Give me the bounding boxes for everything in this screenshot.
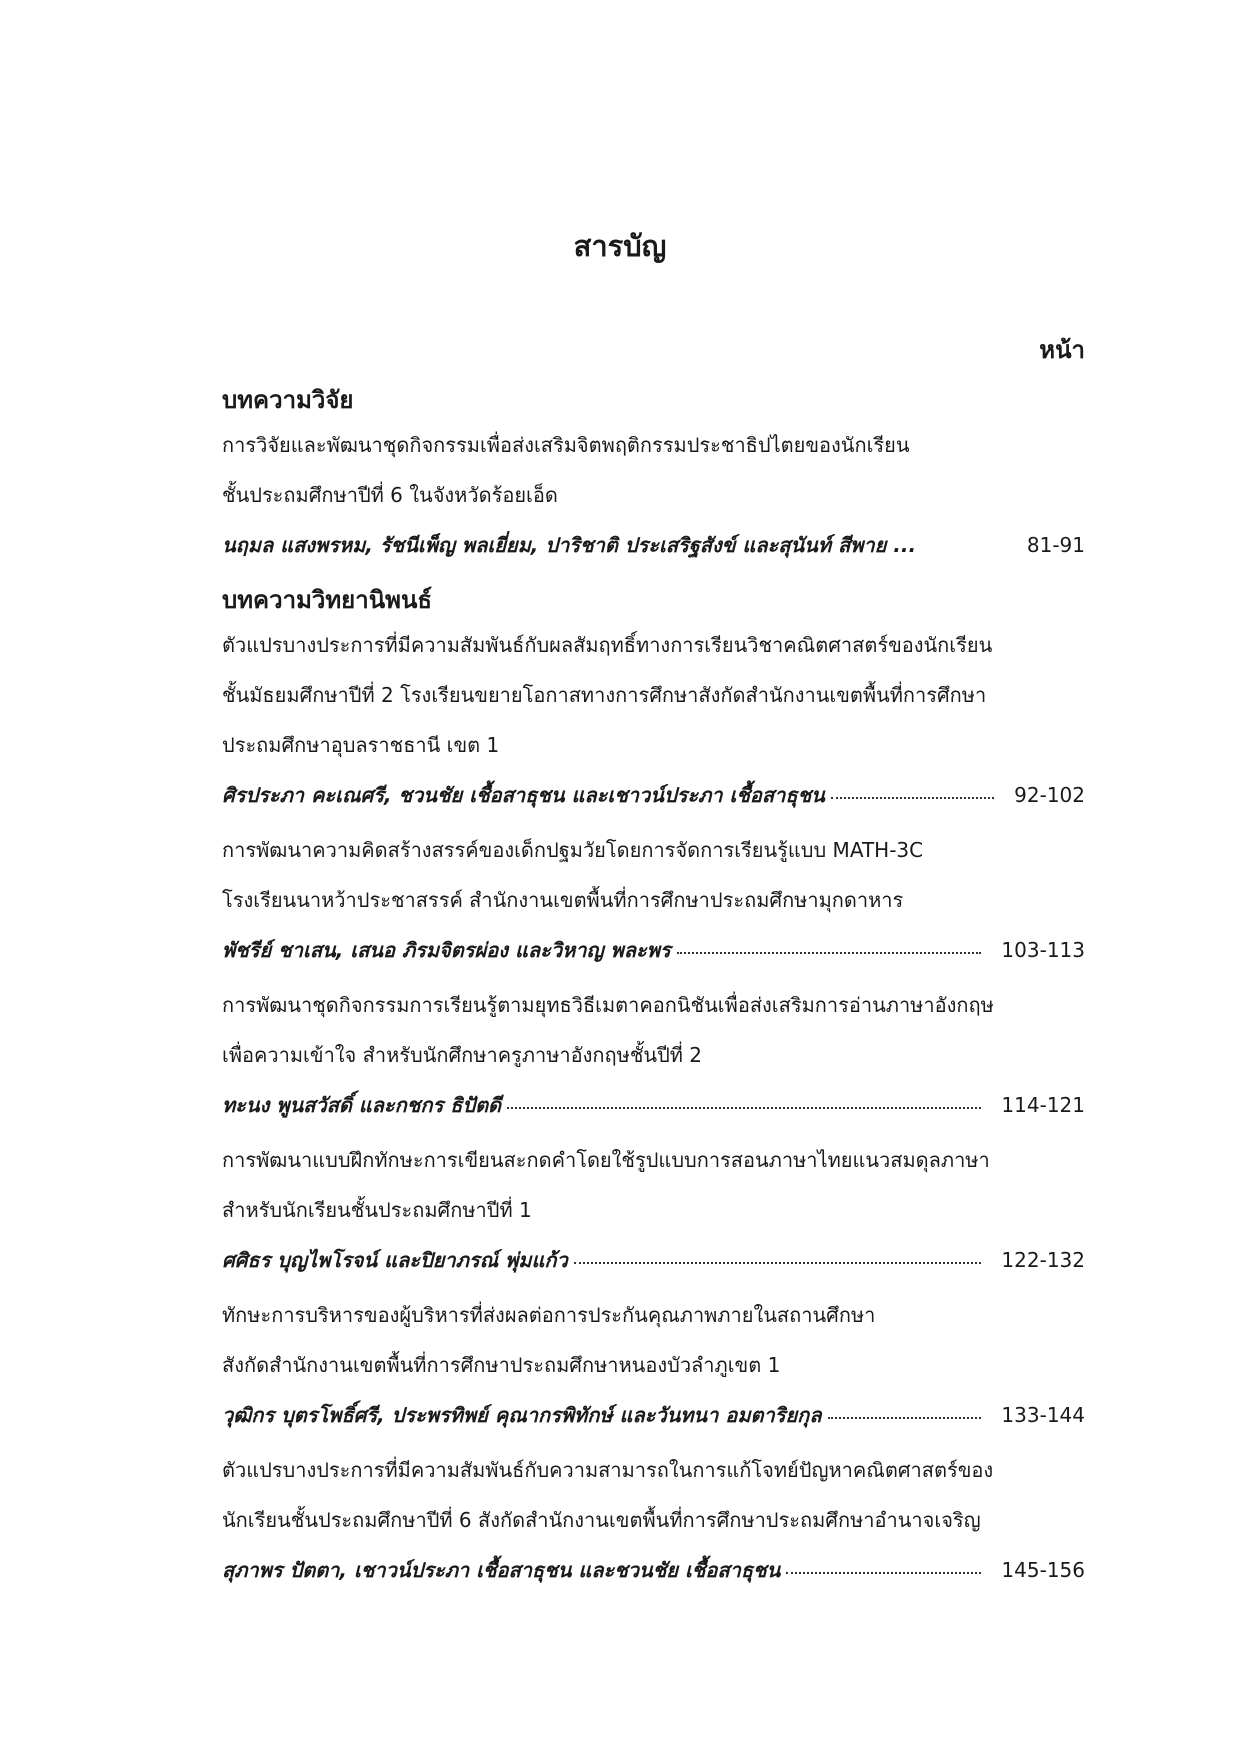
entry-title-line: เพื่อความเข้าใจ สำหรับนักศึกษาครูภาษาอังกฤษชั้นปีที่ 2 bbox=[222, 1043, 703, 1067]
entry-author-row bbox=[222, 775, 1085, 815]
entry-authors: ทะนง พูนสวัสดิ์ และกชกร ธิปัตดี bbox=[222, 1093, 502, 1117]
entry-title-line: ชั้นประถมศึกษาปีที่ 6 ในจังหวัดร้อยเอ็ด bbox=[222, 483, 558, 507]
entry-title-line: ตัวแปรบางประการที่มีความสัมพันธ์กับความสามารถในการแก้โจทย์ปัญหาคณิตศาสตร์ของ bbox=[222, 1458, 994, 1482]
dot-leader bbox=[831, 797, 994, 799]
page-column-header: หน้า bbox=[1039, 336, 1085, 364]
entry-authors: พัชรีย์ ชาเสน, เสนอ ภิรมจิตรผ่อง และวิหาญ พละพร bbox=[222, 938, 671, 962]
section-heading-thesis: บทความวิทยานิพนธ์ bbox=[222, 586, 432, 614]
entry-title-line: การพัฒนาแบบฝึกทักษะการเขียนสะกดคำโดยใช้รูปแบบการสอนภาษาไทยแนวสมดุลภาษา bbox=[222, 1148, 990, 1172]
entry-author-row bbox=[222, 930, 1085, 970]
entry-title-line: การพัฒนาความคิดสร้างสรรค์ของเด็กปฐมวัยโดยการจัดการเรียนรู้แบบ MATH-3C bbox=[222, 838, 924, 862]
entry-authors: สุภาพร ปัตตา, เชาวน์ประภา เชื้อสาธุชน และชวนชัย เชื้อสาธุชน bbox=[222, 1558, 781, 1582]
entry-authors: วุฒิกร บุตรโพธิ์ศรี, ประพรทิพย์ คุณากรพิทักษ์ และวันทนา อมตาริยกุล bbox=[222, 1403, 822, 1427]
section-heading-research: บทความวิจัย bbox=[222, 386, 354, 414]
entry-author-row bbox=[222, 1240, 1085, 1280]
entry-title-line: ทักษะการบริหารของผู้บริหารที่ส่งผลต่อการประกันคุณภาพภายในสถานศึกษา bbox=[222, 1303, 876, 1327]
dot-leader bbox=[507, 1107, 981, 1109]
entry-pages: 133-144 bbox=[1001, 1403, 1085, 1427]
entry-title-line: การวิจัยและพัฒนาชุดกิจกรรมเพื่อส่งเสริมจิตพฤติกรรมประชาธิปไตยของนักเรียน bbox=[222, 433, 910, 457]
entry-title-line: นักเรียนชั้นประถมศึกษาปีที่ 6 สังกัดสำนักงานเขตพื้นที่การศึกษาประถมศึกษาอำนาจเจริญ bbox=[222, 1508, 981, 1532]
dot-leader bbox=[786, 1572, 981, 1574]
entry-title-line: ตัวแปรบางประการที่มีความสัมพันธ์กับผลสัมฤทธิ์ทางการเรียนวิชาคณิตศาสตร์ของนักเรียน bbox=[222, 633, 993, 657]
entry-author-row bbox=[222, 1395, 1085, 1435]
entry-authors: ศิรประภา คะเณศรี, ชวนชัย เชื้อสาธุชน และเชาวน์ประภา เชื้อสาธุชน bbox=[222, 783, 825, 807]
entry-pages: 114-121 bbox=[1001, 1093, 1085, 1117]
entry-title-line: ประถมศึกษาอุบลราชธานี เขต 1 bbox=[222, 733, 500, 757]
entry-authors: นฤมล แสงพรหม, รัชนีเพ็ญ พลเยี่ยม, ปาริชาติ ประเสริฐสังข์ และสุนันท์ สีพาย ... bbox=[222, 533, 917, 557]
page-title: สารบัญ bbox=[573, 229, 667, 263]
entry-author-row bbox=[222, 1085, 1085, 1125]
entry-pages: 122-132 bbox=[1001, 1248, 1085, 1272]
entry-pages: 103-113 bbox=[1001, 938, 1085, 962]
entry-title-line: สังกัดสำนักงานเขตพื้นที่การศึกษาประถมศึกษาหนองบัวลำภูเขต 1 bbox=[222, 1353, 781, 1377]
entry-title-line: การพัฒนาชุดกิจกรรมการเรียนรู้ตามยุทธวิธีเมตาคอกนิชันเพื่อส่งเสริมการอ่านภาษาอังกฤษ bbox=[222, 993, 994, 1017]
entry-title-line: สำหรับนักเรียนชั้นประถมศึกษาปีที่ 1 bbox=[222, 1198, 532, 1222]
entry-authors: ศศิธร บุญไพโรจน์ และปิยาภรณ์ พุ่มแก้ว bbox=[222, 1248, 568, 1272]
entry-title-line: โรงเรียนนาหว้าประชาสรรค์ สำนักงานเขตพื้นที่การศึกษาประถมศึกษามุกดาหาร bbox=[222, 888, 904, 912]
dot-leader bbox=[828, 1417, 981, 1419]
entry-pages: 81-91 bbox=[1026, 533, 1085, 557]
dot-leader bbox=[677, 952, 981, 954]
entry-pages: 145-156 bbox=[1001, 1558, 1085, 1582]
entry-author-row bbox=[222, 525, 1085, 565]
dot-leader bbox=[574, 1262, 981, 1264]
entry-title-line: ชั้นมัธยมศึกษาปีที่ 2 โรงเรียนขยายโอกาสทางการศึกษาสังกัดสำนักงานเขตพื้นที่การศึกษา bbox=[222, 683, 987, 707]
entry-pages: 92-102 bbox=[1014, 783, 1085, 807]
entry-author-row bbox=[222, 1550, 1085, 1590]
